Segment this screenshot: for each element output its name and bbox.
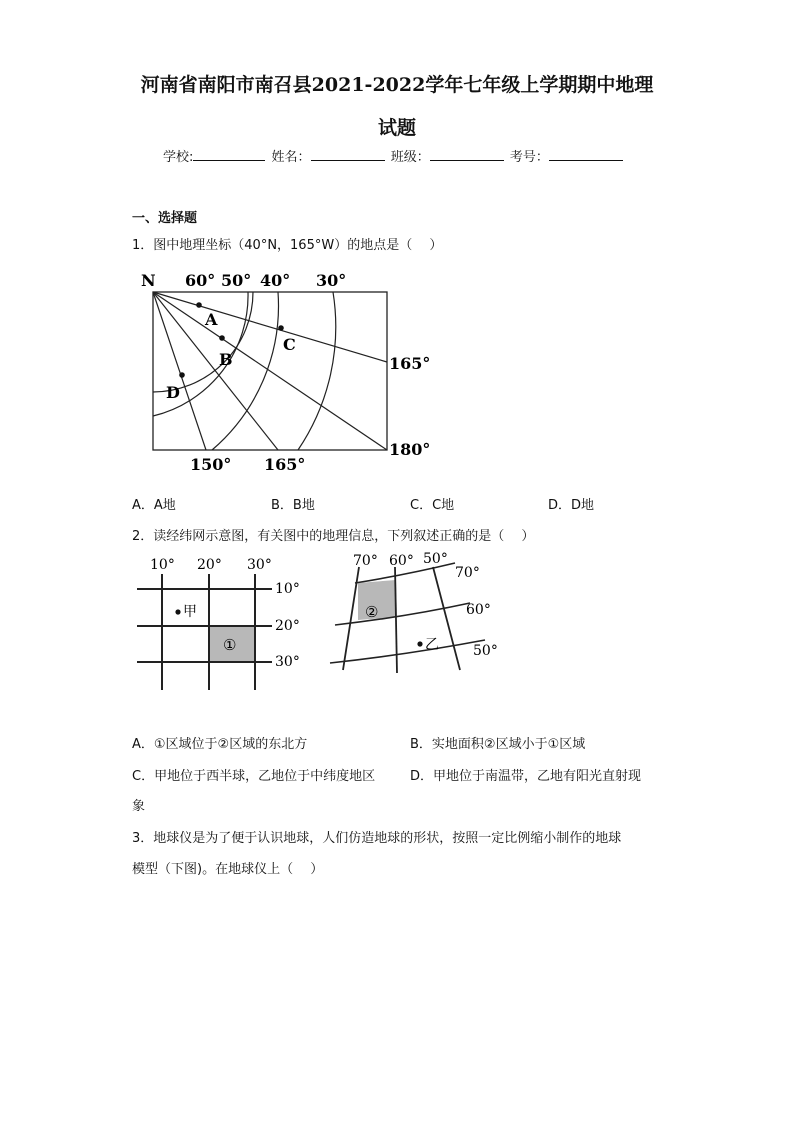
point-jia-label: 甲 bbox=[183, 604, 197, 620]
point-a-label: A bbox=[205, 310, 218, 329]
lon-label-180: 180° bbox=[389, 440, 431, 459]
q2-option-d-continued: 象 bbox=[132, 799, 146, 814]
left-lat-30: 30° bbox=[275, 654, 300, 670]
point-b-label: B bbox=[219, 350, 233, 369]
lat-label-60: 60° bbox=[185, 271, 216, 290]
class-blank[interactable] bbox=[430, 146, 504, 161]
lon-label-165-bottom: 165° bbox=[264, 455, 306, 474]
left-lon-20: 20° bbox=[197, 557, 222, 573]
q1-option-d[interactable]: D．D地 bbox=[548, 498, 595, 513]
q2-figure-right bbox=[325, 545, 515, 680]
q2-option-b[interactable]: B．实地面积②区域小于①区域 bbox=[410, 737, 586, 752]
lat-label-50: 50° bbox=[221, 271, 252, 290]
left-lat-20: 20° bbox=[275, 618, 300, 634]
number-blank[interactable] bbox=[549, 146, 623, 161]
school-label: 学校: bbox=[163, 150, 194, 165]
lat-label-40: 40° bbox=[260, 271, 291, 290]
name-blank[interactable] bbox=[311, 146, 385, 161]
point-yi-label: 乙 bbox=[425, 637, 439, 653]
name-label: 姓名： bbox=[271, 150, 311, 165]
region-1-label: ① bbox=[223, 636, 237, 654]
class-label: 班级： bbox=[390, 150, 430, 165]
question-1-text: 1．图中地理坐标（40°N，165°W）的地点是（ ） bbox=[132, 238, 443, 253]
q2-figure-left bbox=[132, 552, 317, 697]
q1-option-c[interactable]: C．C地 bbox=[410, 498, 455, 513]
point-c-label: C bbox=[283, 335, 296, 354]
q2-option-a[interactable]: A．①区域位于②区域的东北方 bbox=[132, 737, 308, 752]
question-3-text-line1: 3．地球仪是为了便于认识地球，人们仿造地球的形状，按照一定比例缩小制作的地球 bbox=[132, 831, 622, 846]
pole-label: N bbox=[141, 271, 156, 290]
q1-figure bbox=[138, 262, 438, 477]
lon-label-150: 150° bbox=[190, 455, 232, 474]
school-blank[interactable] bbox=[193, 146, 265, 161]
point-d-label: D bbox=[166, 383, 180, 402]
section-heading: 一、选择题 bbox=[132, 211, 198, 226]
student-info-row bbox=[163, 146, 625, 165]
q1-option-a[interactable]: A．A地 bbox=[132, 498, 176, 513]
right-lon-50: 50° bbox=[423, 551, 448, 567]
left-lon-30: 30° bbox=[247, 557, 272, 573]
region-2-label: ② bbox=[365, 603, 379, 621]
question-3-text-line2: 模型（下图)。在地球仪上（ ） bbox=[132, 862, 324, 877]
right-lat-70: 70° bbox=[455, 565, 480, 581]
lon-label-165-right: 165° bbox=[389, 354, 431, 373]
right-lat-60: 60° bbox=[466, 602, 491, 618]
left-lat-10: 10° bbox=[275, 581, 300, 597]
left-lon-10: 10° bbox=[150, 557, 175, 573]
right-lat-50: 50° bbox=[473, 643, 498, 659]
exam-title-line2: 试题 bbox=[377, 117, 416, 139]
right-lon-70: 70° bbox=[353, 553, 378, 569]
q2-option-c[interactable]: C．甲地位于西半球，乙地位于中纬度地区 bbox=[132, 769, 376, 784]
lat-label-30: 30° bbox=[316, 271, 347, 290]
q1-option-b[interactable]: B．B地 bbox=[271, 498, 315, 513]
q2-option-d[interactable]: D．甲地位于南温带，乙地有阳光直射现 bbox=[410, 769, 642, 784]
question-2-text: 2．读经纬网示意图，有关图中的地理信息，下列叙述正确的是（ ） bbox=[132, 529, 535, 544]
right-lon-60: 60° bbox=[389, 553, 414, 569]
number-label: 考号： bbox=[509, 150, 549, 165]
exam-title-line1: 河南省南阳市南召县2021-2022学年七年级上学期期中地理 bbox=[140, 74, 654, 96]
